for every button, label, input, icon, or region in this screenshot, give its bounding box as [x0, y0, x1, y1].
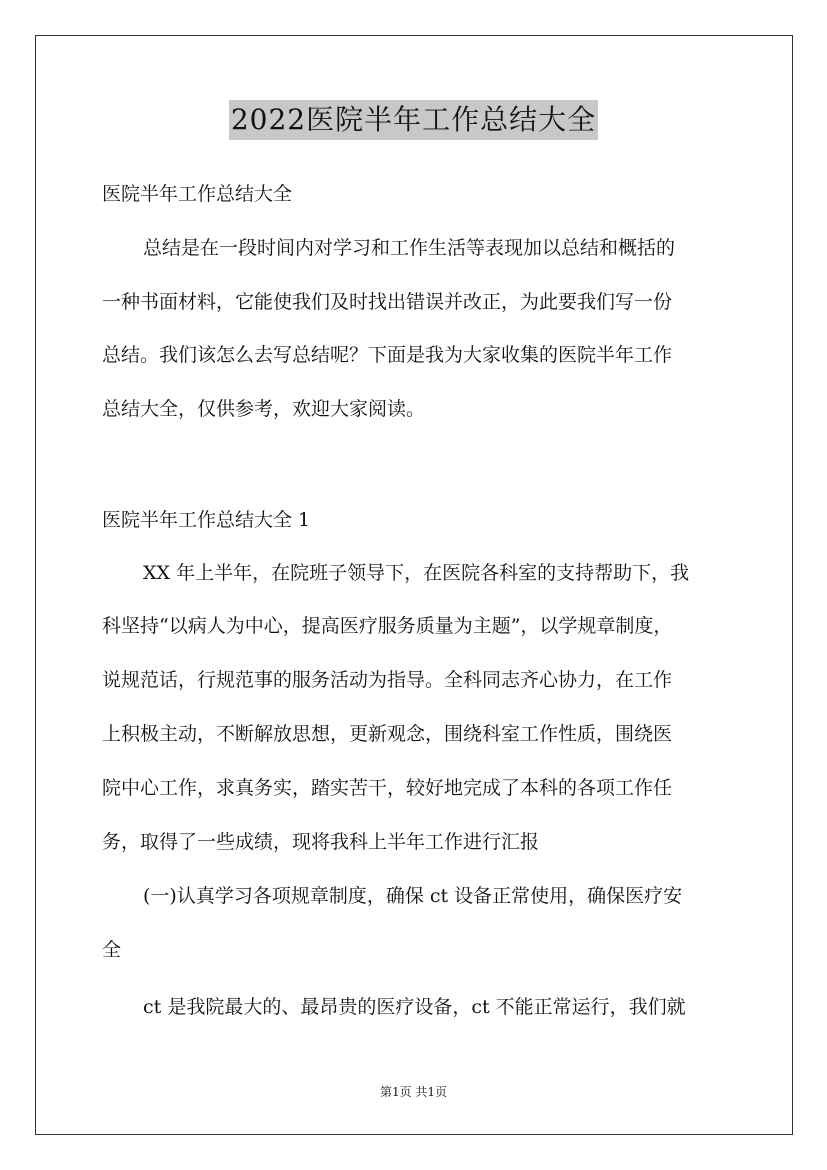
page-footer: 第1页 共1页 — [379, 1085, 448, 1099]
body-line: 科坚持“以病人为中心，提高医疗服务质量为主题”，以学规章制度， — [102, 615, 673, 637]
intro-line: 总结大全，仅供参考，欢迎大家阅读。 — [102, 398, 426, 420]
intro-line: 总结是在一段时间内对学习和工作生活等表现加以总结和概括的 — [143, 237, 676, 259]
item-heading-line: (一)认真学习各项规章制度，确保 ct 设备正常使用，确保医疗安 — [143, 885, 683, 907]
intro-line: 总结。我们该怎么去写总结呢？下面是我为大家收集的医院半年工作 — [102, 344, 673, 366]
body-line: 务，取得了一些成绩，现将我科上半年工作进行汇报 — [102, 831, 540, 853]
body-line: ct 是我院最大的、最昂贵的医疗设备，ct 不能正常运行，我们就 — [143, 996, 686, 1018]
body-line: 院中心工作，求真务实，踏实苦干，较好地完成了本科的各项工作任 — [102, 777, 673, 799]
body-line: 说规范话，行规范事的服务活动为指导。全科同志齐心协力，在工作 — [102, 669, 673, 691]
item-heading-line: 全 — [102, 939, 122, 961]
body-line: XX 年上半年，在院班子领导下，在医院各科室的支持帮助下，我 — [143, 562, 690, 584]
section-heading: 医院半年工作总结大全 1 — [102, 509, 311, 531]
body-line: 上积极主动，不断解放思想，更新观念，围绕科室工作性质，围绕医 — [102, 723, 673, 745]
intro-line: 一种书面材料，它能使我们及时找出错误并改正，为此要我们写一份 — [102, 291, 673, 313]
subtitle: 医院半年工作总结大全 — [102, 183, 293, 205]
document-title: 2022医院半年工作总结大全 — [229, 100, 598, 140]
